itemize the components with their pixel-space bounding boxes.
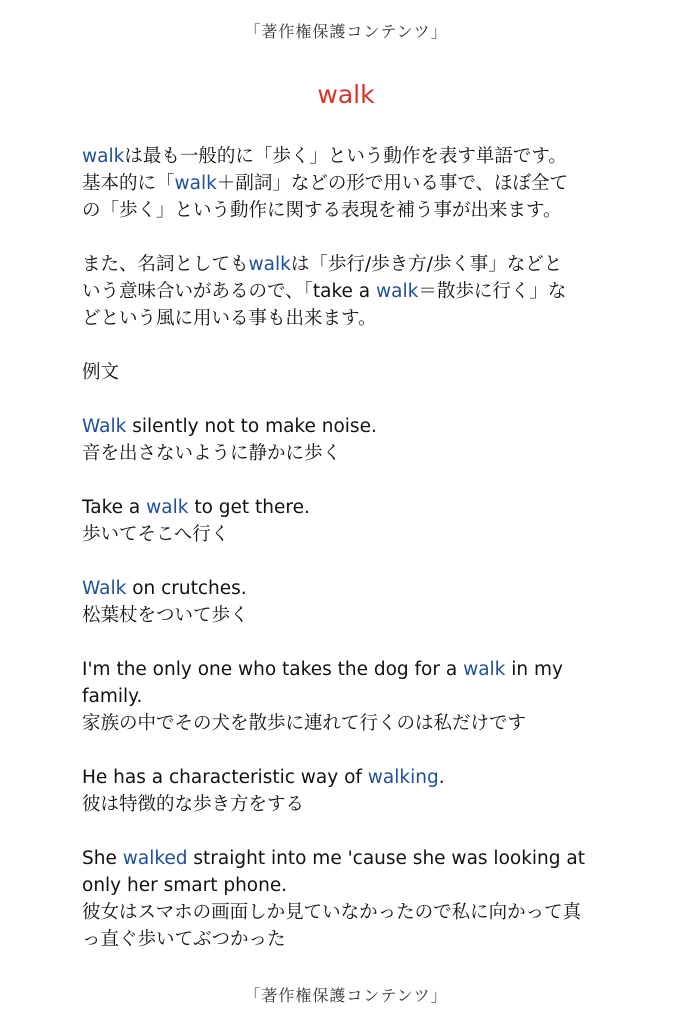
example-english — [82, 764, 642, 791]
keyword: walked — [122, 848, 188, 869]
example-english-line-2: only her smart phone. — [82, 875, 288, 896]
text-segment: は最も一般的に「歩く」という動作を表す単語です。 — [124, 146, 567, 167]
text-segment: は「歩行/歩き方/歩く事」などと — [290, 254, 563, 275]
keyword: walk — [146, 497, 189, 518]
page-title: walk — [317, 80, 375, 109]
example-english — [82, 575, 642, 602]
keyword: walk — [463, 659, 506, 680]
text-line: どという風に用いる事も出来ます。 — [82, 308, 377, 329]
intro-paragraph-1 — [82, 143, 642, 224]
example-3 — [82, 575, 642, 629]
example-japanese: 彼は特徴的な歩き方をする — [82, 794, 305, 815]
keyword: Walk — [82, 578, 127, 599]
text-segment: in my — [505, 659, 564, 680]
text-segment: また、名詞としても — [82, 254, 249, 275]
text-line — [82, 143, 642, 170]
text-segment: straight into me 'cause she was looking at — [187, 848, 585, 869]
keyword: walk — [248, 254, 291, 275]
text-segment: ＋副詞」などの形で用いる事で、ほぼ全て — [216, 173, 568, 194]
example-5 — [82, 764, 642, 818]
text-segment: on crutches. — [126, 578, 247, 599]
keyword: Walk — [82, 416, 127, 437]
intro-paragraph-2 — [82, 251, 642, 332]
text-segment: silently not to make noise. — [126, 416, 377, 437]
text-segment: . — [438, 767, 445, 788]
text-segment: I'm the only one who takes the dog for a — [82, 659, 464, 680]
example-english — [82, 413, 642, 440]
example-japanese: 彼女はスマホの画面しか見ていなかったので私に向かって真 — [82, 902, 582, 923]
text-segment: Take a — [82, 497, 147, 518]
example-english-line-2: family. — [82, 686, 143, 707]
example-2 — [82, 494, 642, 548]
text-line: の「歩く」という動作に関する表現を補う事が出来ます。 — [82, 200, 562, 221]
text-segment: to get there. — [188, 497, 310, 518]
example-6 — [82, 845, 642, 953]
example-japanese: 歩いてそこへ行く — [82, 524, 230, 545]
text-line — [82, 278, 642, 305]
text-segment: She — [82, 848, 123, 869]
text-segment: いう意味合いがあるので、「take a — [82, 281, 377, 302]
text-segment: He has a characteristic way of — [82, 767, 368, 788]
example-japanese: 松葉杖をついて歩く — [82, 605, 249, 626]
article-body — [82, 143, 642, 953]
keyword: walking — [367, 767, 439, 788]
copyright-notice-bottom: 「著作権保護コンテンツ」 — [244, 986, 448, 1005]
example-japanese-line-2: っ直ぐ歩いてぶつかった — [82, 929, 286, 950]
example-1 — [82, 413, 642, 467]
example-english — [82, 494, 642, 521]
copyright-notice-top: 「著作権保護コンテンツ」 — [244, 22, 448, 41]
example-english — [82, 656, 642, 683]
example-japanese: 音を出さないように静かに歩く — [82, 443, 342, 464]
example-4 — [82, 656, 642, 737]
examples-heading: 例文 — [82, 362, 120, 383]
keyword: walk — [376, 281, 419, 302]
example-english — [82, 845, 642, 872]
text-line — [82, 170, 642, 197]
keyword: walk — [82, 146, 125, 167]
examples-heading-block — [82, 359, 642, 386]
keyword: walk — [174, 173, 217, 194]
text-segment: ＝散歩に行く」な — [418, 281, 567, 302]
example-japanese: 家族の中でその犬を散歩に連れて行くのは私だけです — [82, 713, 527, 734]
text-segment: 基本的に「 — [82, 173, 175, 194]
text-line — [82, 251, 642, 278]
